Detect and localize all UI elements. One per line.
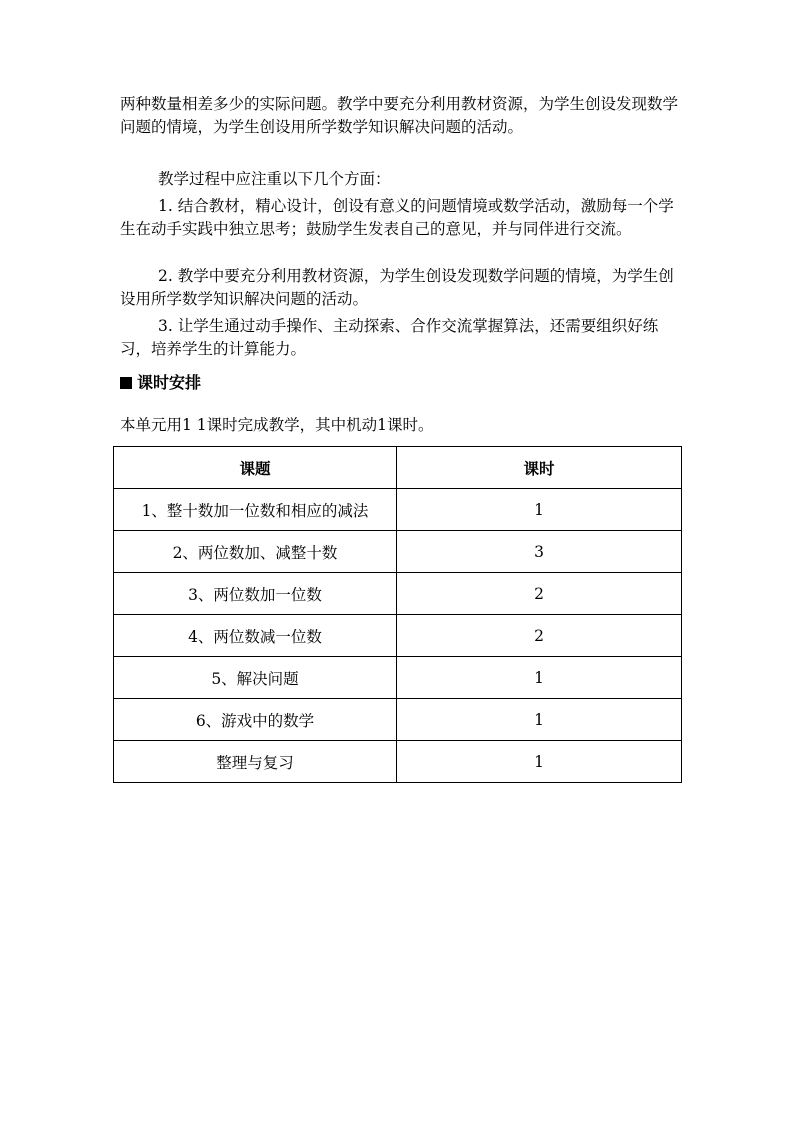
table-row <box>114 741 682 783</box>
table-row <box>114 573 682 615</box>
table-row <box>114 531 682 573</box>
teaching-point-3: 3. 让学生通过动手操作、主动探索、合作交流掌握算法，还需要组织好练习，培养学生的计算能力。 <box>120 317 659 358</box>
hours-cell: 1 <box>397 489 682 531</box>
header-topic: 课题 <box>114 447 397 489</box>
table-row <box>114 489 682 531</box>
hours-cell: 1 <box>397 657 682 699</box>
topic-cell: 整理与复习 <box>114 741 397 783</box>
hours-cell: 2 <box>397 615 682 657</box>
section-heading <box>120 372 201 394</box>
hours-cell: 1 <box>397 741 682 783</box>
header-hours: 课时 <box>397 447 682 489</box>
table-row <box>114 699 682 741</box>
topic-cell: 1、整十数加一位数和相应的减法 <box>114 489 397 531</box>
section-title: 课时安排 <box>137 373 202 392</box>
table-row <box>114 657 682 699</box>
topic-cell: 6、游戏中的数学 <box>114 699 397 741</box>
teaching-point-1: 1. 结合教材，精心设计，创设有意义的问题情境或数学活动，激励每一个学生在动手实践中独立思考；鼓励学生发表自己的意见，并与同伴进行交流。 <box>120 197 674 238</box>
table-header-row <box>114 447 682 489</box>
hours-cell: 1 <box>397 699 682 741</box>
square-bullet-icon <box>120 377 132 389</box>
teaching-notes-lead: 教学过程中应注重以下几个方面： <box>158 170 391 188</box>
hours-cell: 3 <box>397 531 682 573</box>
topic-cell: 3、两位数加一位数 <box>114 573 397 615</box>
schedule-summary: 本单元用1 1课时完成教学，其中机动1课时。 <box>120 416 434 434</box>
teaching-point-2: 2. 教学中要充分利用教材资源，为学生创设发现数学问题的情境，为学生创设用所学数学知识解决问题的活动。 <box>120 267 674 308</box>
topic-cell: 4、两位数减一位数 <box>114 615 397 657</box>
topic-cell: 5、解决问题 <box>114 657 397 699</box>
table-row <box>114 615 682 657</box>
hours-cell: 2 <box>397 573 682 615</box>
topic-cell: 2、两位数加、减整十数 <box>114 531 397 573</box>
intro-paragraph: 两种数量相差多少的实际问题。教学中要充分利用教材资源，为学生创设发现数学问题的情境，为学生创设用所学数学知识解决问题的活动。 <box>120 95 679 136</box>
schedule-table <box>113 446 682 783</box>
